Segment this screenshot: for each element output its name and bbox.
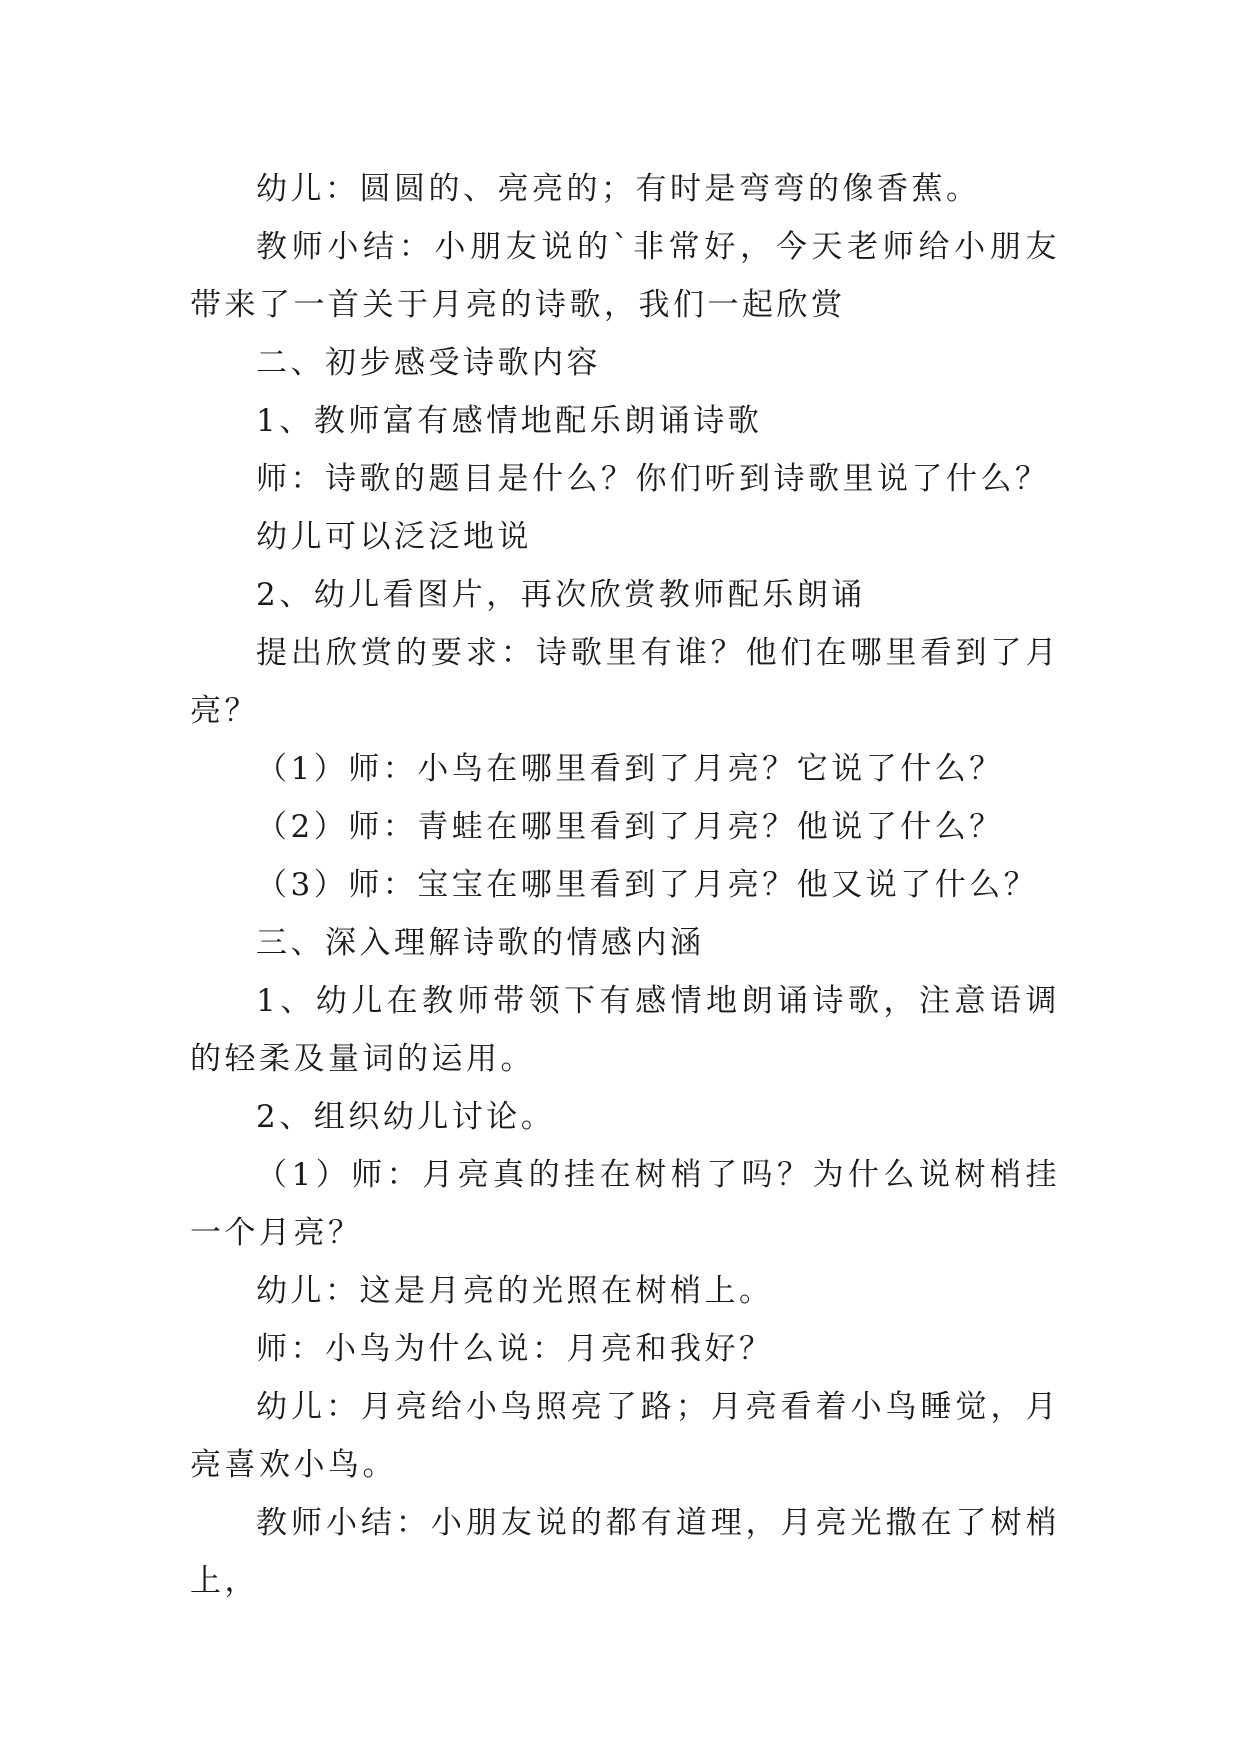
section-heading: 二、初步感受诗歌内容 [256, 345, 601, 381]
paragraph: 师：小鸟为什么说：月亮和我好？ [256, 1331, 774, 1367]
paragraph: 幼儿可以泛泛地说 [256, 519, 532, 555]
section-heading: 三、深入理解诗歌的情感内涵 [256, 925, 705, 961]
paragraph: 幼儿：这是月亮的光照在树梢上。 [256, 1273, 774, 1309]
paragraph: （1）师：小鸟在哪里看到了月亮？它说了什么？ [256, 751, 1004, 787]
document-body [190, 160, 1060, 1610]
paragraph: （1）师：月亮真的挂在树梢了吗？为什么说树梢挂一个月亮？ [190, 1157, 1060, 1251]
paragraph: 2、组织幼儿讨论。 [256, 1099, 556, 1135]
paragraph: 师：诗歌的题目是什么？你们听到诗歌里说了什么？ [256, 461, 1050, 497]
paragraph: 1、幼儿在教师带领下有感情地朗诵诗歌，注意语调的轻柔及量词的运用。 [190, 983, 1060, 1077]
paragraph: 2、幼儿看图片，再次欣赏教师配乐朗诵 [256, 577, 866, 613]
paragraph: 1、教师富有感情地配乐朗诵诗歌 [256, 403, 763, 439]
paragraph: 提出欣赏的要求：诗歌里有谁？他们在哪里看到了月亮？ [190, 635, 1060, 729]
paragraph: （3）师：宝宝在哪里看到了月亮？他又说了什么？ [256, 867, 1039, 903]
paragraph: 幼儿：月亮给小鸟照亮了路；月亮看着小鸟睡觉，月亮喜欢小鸟。 [190, 1389, 1060, 1483]
paragraph: 幼儿：圆圆的、亮亮的；有时是弯弯的像香蕉。 [256, 171, 981, 207]
paragraph: 教师小结：小朋友说的`非常好，今天老师给小朋友带来了一首关于月亮的诗歌，我们一起欣赏 [190, 229, 1060, 323]
paragraph: （2）师：青蛙在哪里看到了月亮？他说了什么？ [256, 809, 1004, 845]
paragraph: 教师小结：小朋友说的都有道理，月亮光撒在了树梢上， [190, 1505, 1060, 1599]
